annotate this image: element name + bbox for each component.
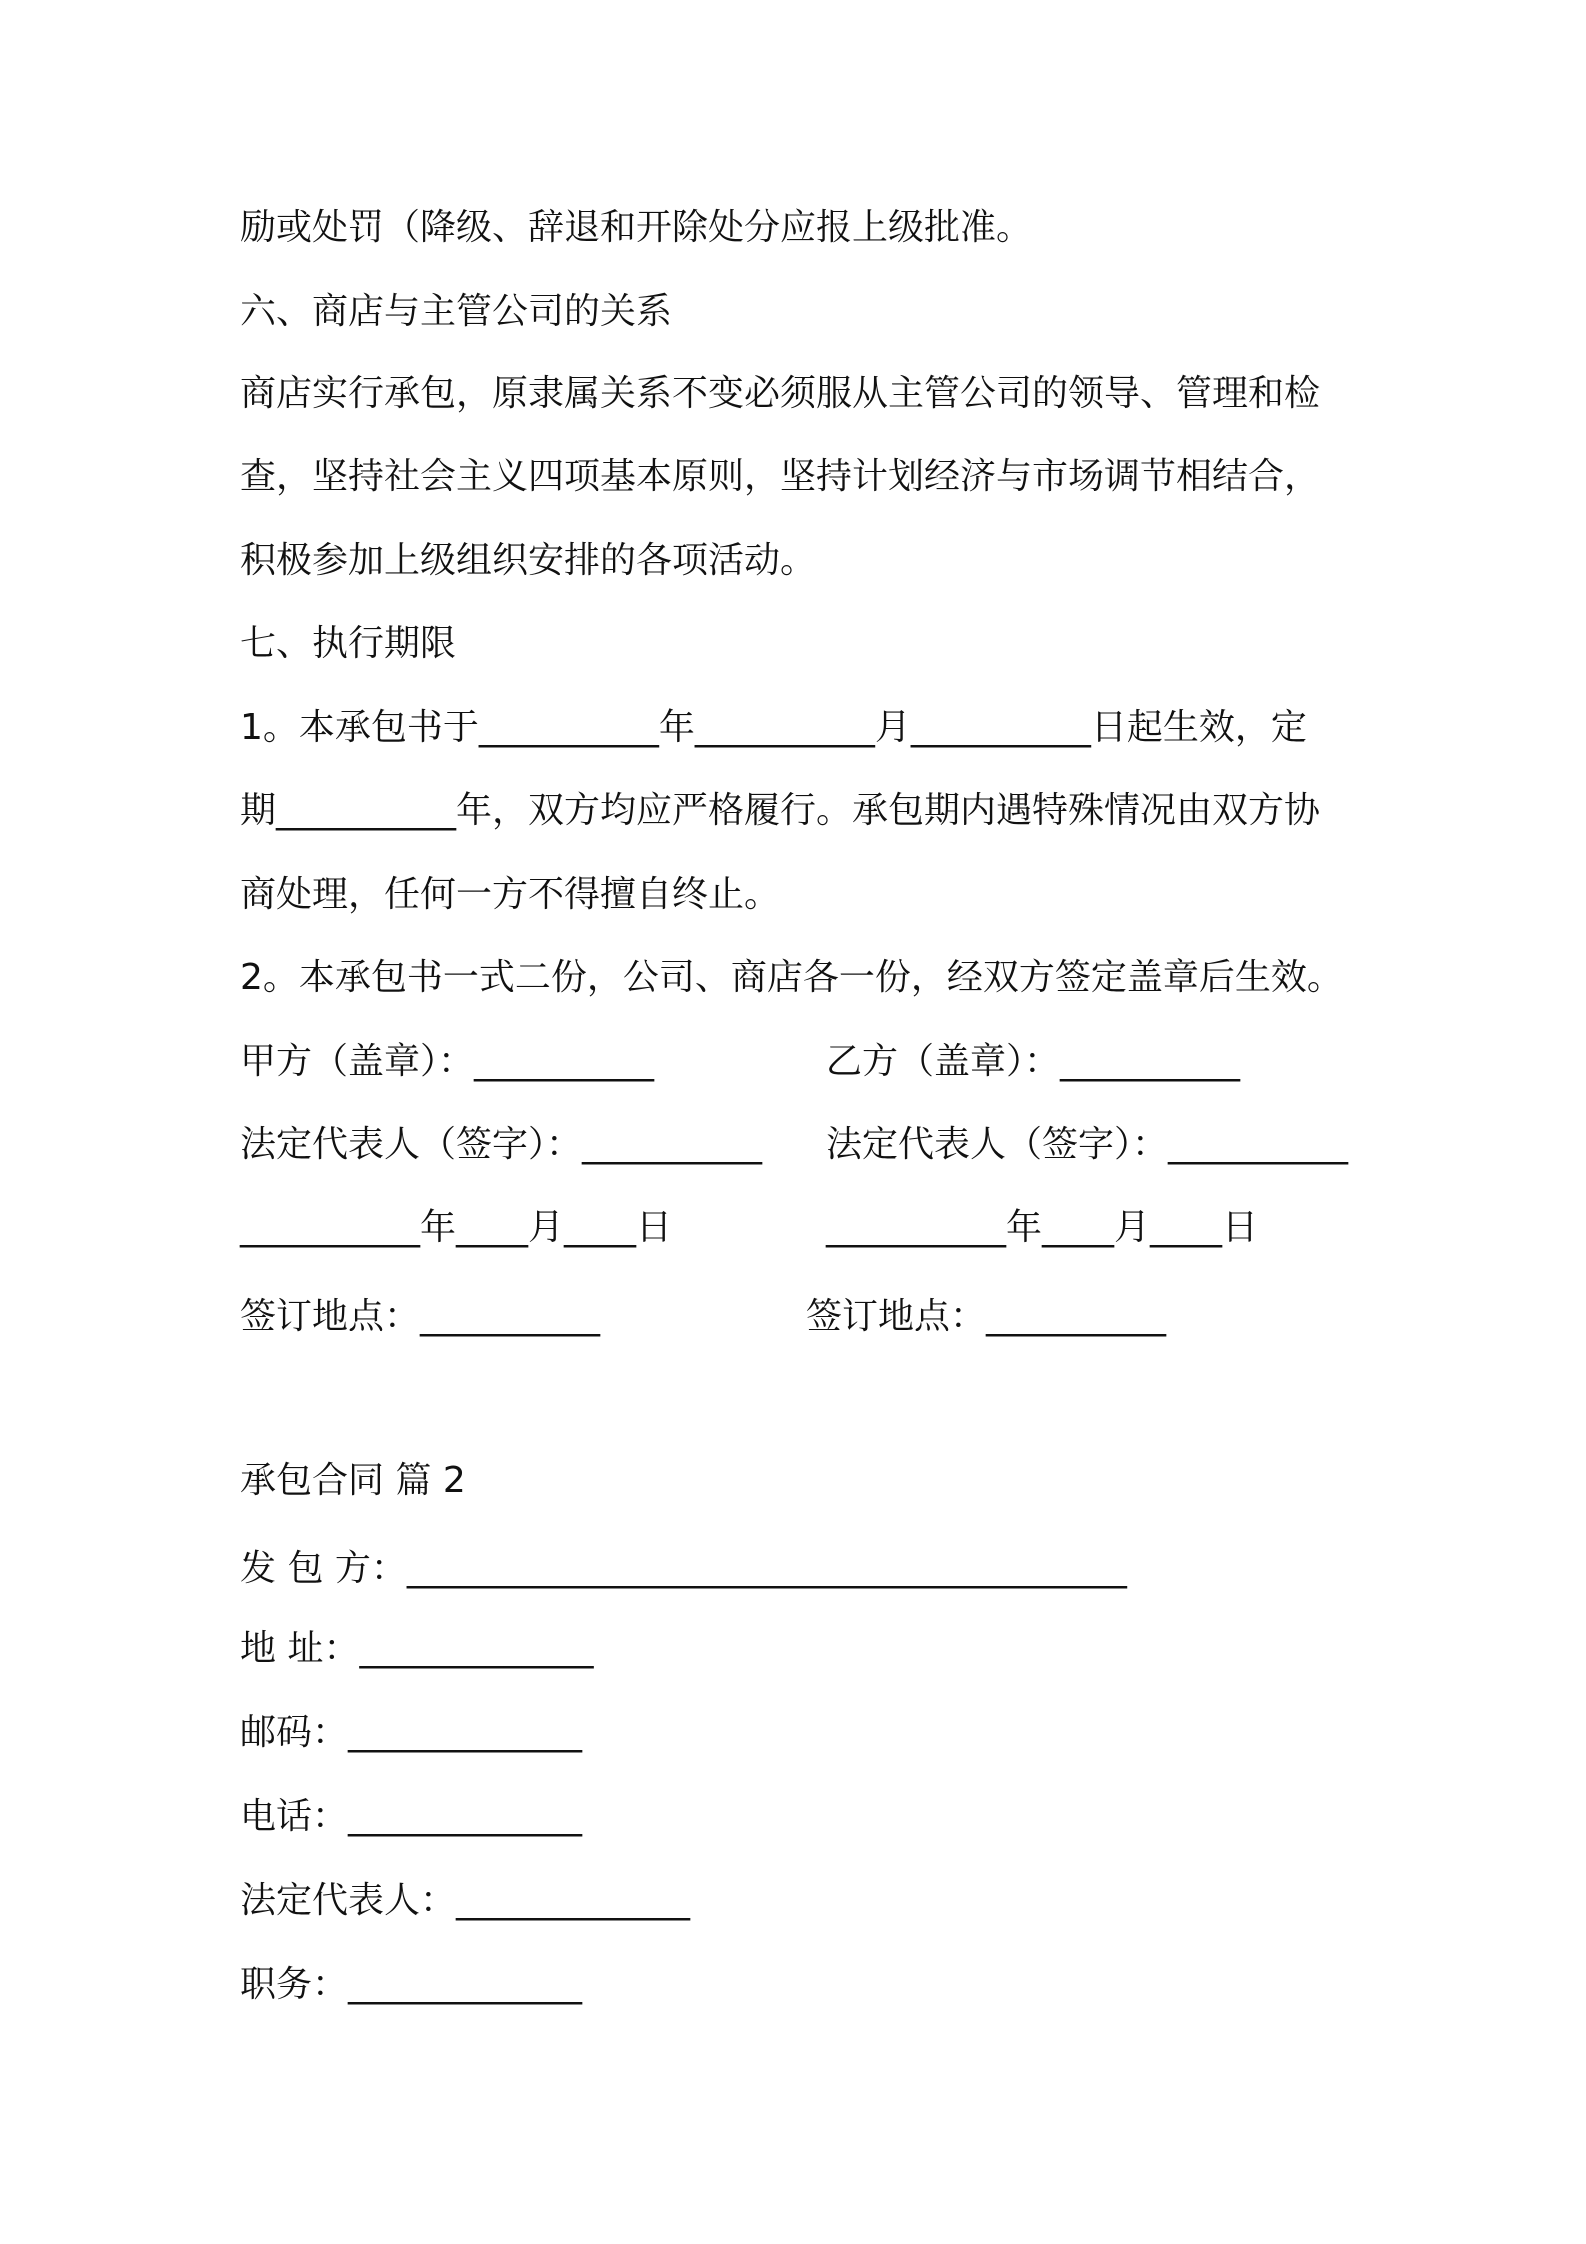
paragraph-copies: 2。本承包书一式二份，公司、商店各一份，经双方签定盖章后生效。 [240,957,1343,998]
party-a-signing-place: 签订地点：__________ [240,1296,601,1337]
paragraph-relationship-line2: 查，坚持社会主义四项基本原则，坚持计划经济与市场调节相结合， [240,456,1321,497]
paragraph-relationship-line1: 商店实行承包，原隶属关系不变必须服从主管公司的领导、管理和检 [240,373,1321,414]
field-position: 职务：_____________ [240,1964,583,2005]
party-b-date: __________年____月____日 [826,1207,1258,1248]
party-b-signing-place: 签订地点：__________ [806,1296,1167,1337]
paragraph-term-line2: 期__________年，双方均应严格履行。承包期内遇特殊情况由双方协 [240,790,1321,831]
party-b-seal: 乙方（盖章）：__________ [826,1041,1241,1082]
field-legal-representative: 法定代表人：_____________ [240,1880,691,1921]
field-address: 地 址：_____________ [240,1628,594,1669]
section-heading-term: 七、执行期限 [240,623,457,664]
section-heading-relationship: 六、商店与主管公司的关系 [240,291,673,332]
paragraph-term-line1: 1。本承包书于__________年__________月__________日起生效，定 [240,707,1307,748]
party-b-representative: 法定代表人（签字）：__________ [826,1124,1349,1165]
paragraph-relationship-line3: 积极参加上级组织安排的各项活动。 [240,540,817,581]
field-contractor: 发 包 方：________________________________________ [240,1548,1127,1589]
paragraph-reward-penalty: 励或处罚（降级、辞退和开除处分应报上级批准。 [240,207,1033,248]
party-a-seal: 甲方（盖章）：__________ [240,1041,655,1082]
field-phone: 电话：_____________ [240,1796,583,1837]
field-postcode: 邮码：_____________ [240,1712,583,1753]
party-a-date: __________年____月____日 [240,1207,672,1248]
contract2-heading: 承包合同 篇 2 [240,1460,466,1501]
paragraph-term-line3: 商处理，任何一方不得擅自终止。 [240,874,781,915]
party-a-representative: 法定代表人（签字）：__________ [240,1124,763,1165]
